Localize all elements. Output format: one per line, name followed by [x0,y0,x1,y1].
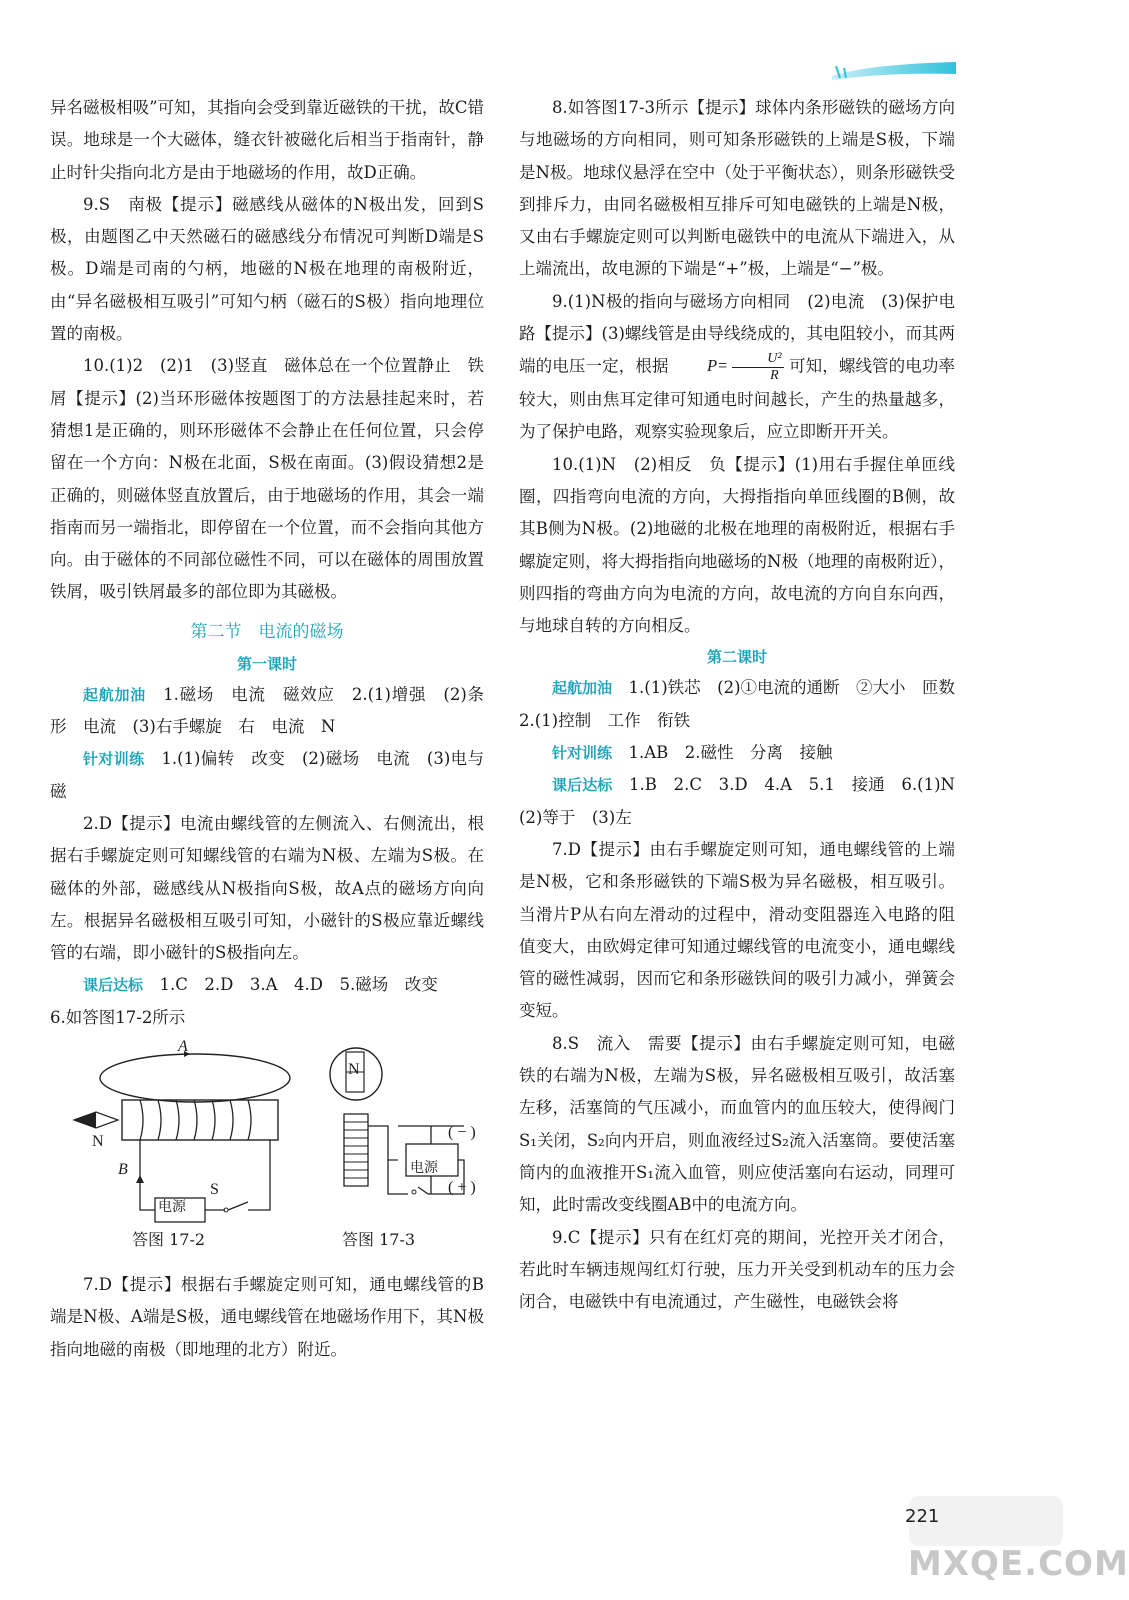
formula-lhs: P= [706,356,729,376]
formula [674,350,784,384]
section-tag: 起航加油 [83,685,146,704]
paragraph [519,672,972,737]
section-title: 第二节 电流的磁场 [190,621,344,642]
paragraph: 7.D【提示】根据右手螺旋定则可知，通电螺线管的B端是N极、A端是S极，通电螺线管在地磁场作用下，其N极指向地磁的南极（即地理的北方）附近。 [50,1275,484,1359]
figures-row [50,1034,484,1269]
formula-numerator: U² [732,351,783,368]
formula-denominator: R [770,368,779,384]
section-tag: 课后达标 [83,976,144,995]
section-tag: 针对训练 [83,750,145,769]
paragraph: 6.如答图17-2所示 [50,1007,186,1027]
label-s: S [210,1181,219,1199]
lesson-title: 第一课时 [236,654,297,673]
answer-text: 1.B 2.C 3.D 4.A 5.1 接通 6.(1)N (2)等于 (3)左 [519,775,972,827]
label-n: N [92,1133,104,1151]
header-decoration [830,56,958,82]
right-column [519,92,972,1318]
label-b: B [118,1161,128,1179]
label-n: N [348,1061,360,1079]
figure-caption: 答图 17-3 [342,1230,416,1250]
paragraph [50,969,484,1001]
lesson-title: 第二课时 [706,648,767,667]
paragraph [50,743,484,808]
answer-text: 1.磁场 电流 磁效应 2.(1)增强 (2)条形 电流 (3)右手螺旋 右 电流 N [50,684,484,737]
left-column [50,92,484,1366]
paragraph: 8.S 流入 需要【提示】由右手螺旋定则可知，电磁铁的右端为N极，左端为S极，异名磁极相互吸引，故活塞左移，活塞筒的气压减小，而血管内的血压较大，使得阀门S₁关闭，S₂向内开启，则血液经过S₂流入活塞筒。要使活塞筒内的血液推开S₁流入血管，则应使活塞向右运动，同理可知，此时需改变线圈AB中的电流方向。 [519,1033,955,1215]
figure-caption: 答图 17-2 [132,1230,206,1250]
answer-text: 9.(1)N极的指向与磁场方向相同 (2)电流 (3)保护电路【提示】(3)螺线管是由导线绕成的，其电阻较小，而其两端的电压一定，根据 [519,291,955,376]
paragraph: 异名磁极相吸”可知，其指向会受到靠近磁铁的干扰，故C错误。地球是一个大磁体，缝衣针被磁化后相当于指南针，静止时针尖指向北方是由于地磁场的作用，故D正确。 [50,98,484,182]
watermark-text: MXQE.COM [908,1544,1129,1584]
paragraph: 8.如答图17-3所示【提示】球体内条形磁铁的磁场方向与地磁场的方向相同，则可知条形磁铁的上端是S极，下端是N极。地球仪悬浮在空中（处于平衡状态），则条形磁铁受到排斥力，由同名磁极相互排斥可知电磁铁的上端是N极，又由右手螺旋定则可以判断电磁铁中的电流从下端进入，从上端流出，故电源的下端是“+”极，上端是“−”极。 [519,98,955,279]
page-number: 221 [905,1506,940,1527]
paragraph: 9.C【提示】只有在红灯亮的期间，光控开关才闭合，若此时车辆违规闯红灯行驶，压力开关受到机动车的压力会闭合，电磁铁中有电流通过，产生磁性，电磁铁会将 [519,1227,955,1312]
paragraph [519,769,972,834]
section-tag: 起航加油 [552,679,613,698]
plus-terminal-label: ( + ) [448,1179,476,1197]
paragraph: 2.D【提示】电流由螺线管的左侧流入、右侧流出，根据右手螺旋定则可知螺线管的右端为N极、左端为S极。在磁体的外部，磁感线从N极指向S极，故A点的磁场方向向左。根据异名磁极相互吸引可知，小磁针的S极应靠近螺线管的右端，即小磁针的S极指向左。 [50,813,484,963]
answer-text: 1.(1)铁芯 (2)①电流的通断 ②大小 匝数 2.(1)控制 工作 衔铁 [519,678,972,730]
answer-text: 1.AB 2.磁性 分离 接触 [628,743,833,763]
answer-text: 1.(1)偏转 改变 (2)磁场 电流 (3)电与磁 [50,749,484,801]
section-tag: 针对训练 [552,744,613,763]
paragraph [519,737,955,769]
paragraph: 10.(1)2 (2)1 (3)竖直 磁体总在一个位置静止 铁屑【提示】(2)当环形磁体按题图丁的方法悬挂起来时，若猜想1是正确的，则环形磁体不会静止在任何位置，只会停留在一个方向：N极在北面，S极在南面。(3)假设猜想2是正确的，则磁体竖直放置后，由于地磁场的作用，其会一端指南而另一端指北，即停留在一个位置，而不会指向其他方向。由于磁体的不同部位磁性不同，可以在磁体的周围放置铁屑，吸引铁屑最多的部位即为其磁极。 [50,356,484,602]
section-tag: 课后达标 [552,776,613,795]
power-source-label: 电源 [410,1160,438,1177]
paragraph: 7.D【提示】由右手螺旋定则可知，通电螺线管的上端是N极，它和条形磁铁的下端S极为异名磁极，相互吸引。当滑片P从右向左滑动的过程中，滑动变阻器连入电路的阻值变大，由欧姆定律可知通过螺线管的电流变小，通电螺线管的磁性减弱，因而它和条形磁铁间的吸引力减小，弹簧会变短。 [519,839,955,1021]
label-a: A [178,1038,188,1056]
answer-text: 1.C 2.D 3.A 4.D 5.磁场 改变 [159,975,438,995]
power-source-label: 电源 [158,1199,186,1216]
answer-text: 可知，螺线管的电功率较大，则由焦耳定律可知通电时间越长，产生的热量越多，为了保护电路，观察实验现象后，应立即断开开关。 [519,356,956,442]
minus-terminal-label: ( − ) [448,1124,476,1142]
paragraph [519,286,955,449]
paragraph: 9.S 南极【提示】磁感线从磁体的N极出发，回到S极，由题图乙中天然磁石的磁感线分布情况可判断D端是S极。D端是司南的勺柄，地磁的N极在地理的南极附近，由“异名磁极相互吸引”可知勺柄（磁石的S极）指向地理位置的南极。 [50,194,484,344]
paragraph: 10.(1)N (2)相反 负【提示】(1)用右手握住单匝线圈，四指弯向电流的方向，大拇指指向单匝线圈的B侧，故其B侧为N极。(2)地磁的北极在地理的南极附近，根据右手螺旋定则，将大拇指指向地磁场的N极（地理的南极附近），则四指的弯曲方向为电流的方向，故电流的方向自东向西，与地球自转的方向相反。 [519,454,955,636]
paragraph [50,679,484,744]
